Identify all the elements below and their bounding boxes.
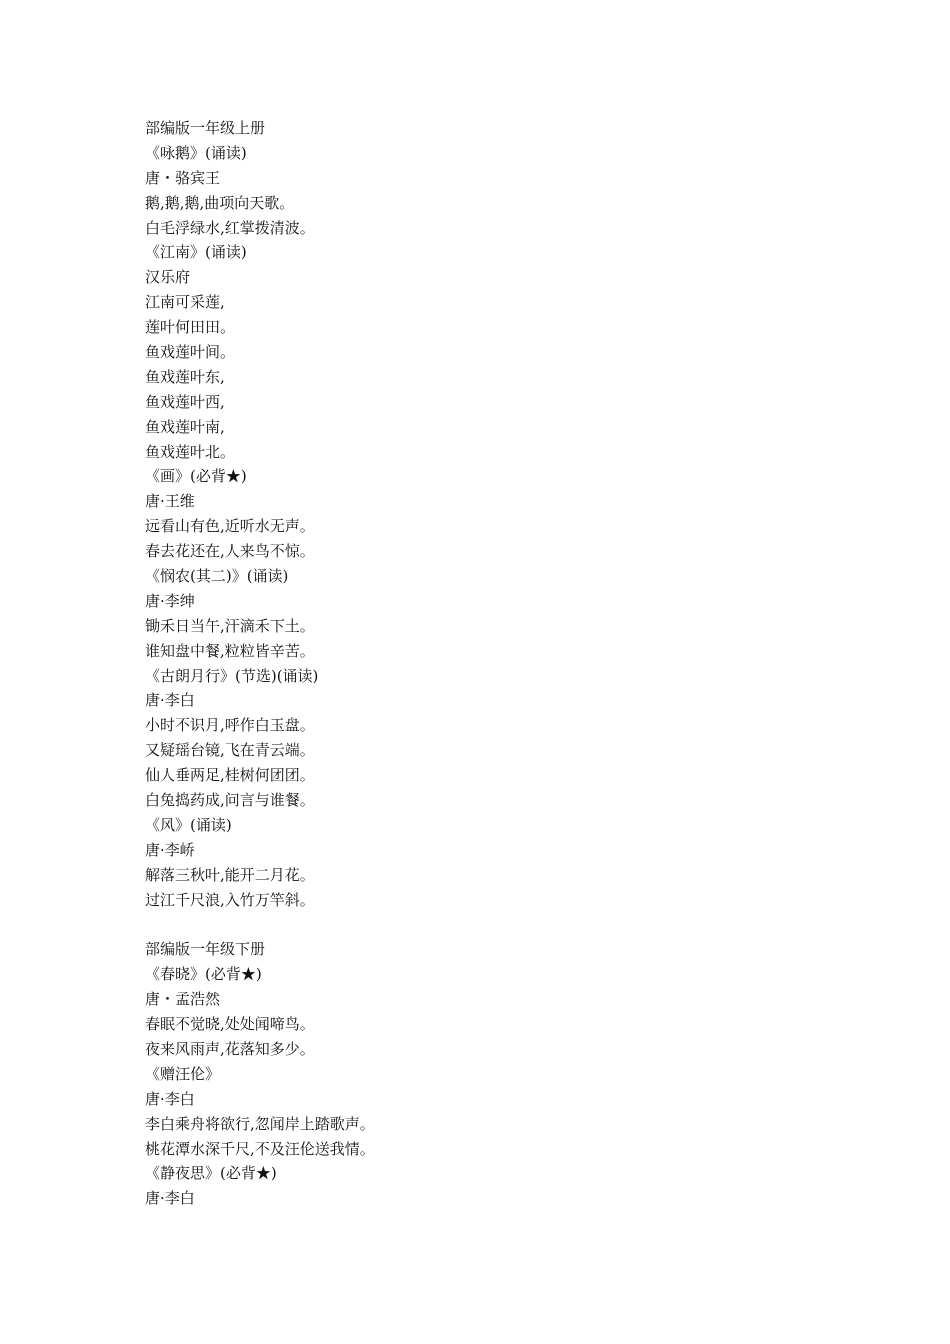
poem-line: 莲叶何田田。 (145, 318, 236, 337)
poem-line: 夜来风雨声,花落知多少。 (145, 1039, 315, 1058)
section-spacer (145, 913, 845, 938)
poem-line: 过江千尺浪,入竹万竿斜。 (145, 890, 315, 909)
poem-title: 《江南》(诵读) (145, 243, 247, 262)
poem-author: 唐·李峤 (145, 840, 195, 859)
poem-line: 李白乘舟将欲行,忽闻岸上踏歌声。 (145, 1114, 375, 1133)
poem-author: 唐·李白 (145, 1089, 195, 1108)
poem-title: 《风》(诵读) (145, 815, 232, 834)
poem-line: 桃花潭水深千尺,不及汪伦送我情。 (145, 1139, 375, 1158)
poem-title: 《咏鹅》(诵读) (145, 143, 247, 162)
poem-line: 春去花还在,人来鸟不惊。 (145, 542, 315, 561)
poem-title: 《静夜思》(必背★) (145, 1164, 277, 1183)
section-heading: 部编版一年级下册 (145, 940, 266, 959)
poem-line: 仙人垂两足,桂树何团团。 (145, 766, 315, 785)
document-body (145, 116, 845, 1211)
poem-line: 鱼戏莲叶间。 (145, 343, 236, 362)
poem-title: 《悯农(其二)》(诵读) (145, 567, 289, 586)
poem-line: 春眠不觉晓,处处闻啼鸟。 (145, 1015, 315, 1034)
poem-author: 唐·王维 (145, 492, 195, 511)
poem-line: 鱼戏莲叶东, (145, 367, 225, 386)
section-heading: 部编版一年级上册 (145, 119, 266, 137)
poem-title: 《赠汪伦》 (145, 1064, 221, 1083)
poem-author: 唐·李绅 (145, 591, 195, 610)
poem-author: 汉乐府 (145, 268, 191, 287)
poem-author: 唐・孟浩然 (145, 990, 221, 1009)
poem-line: 又疑瑶台镜,飞在青云端。 (145, 741, 315, 760)
poem-line: 解落三秋叶,能开二月花。 (145, 865, 315, 884)
poem-line: 谁知盘中餐,粒粒皆辛苦。 (145, 641, 315, 660)
poem-line: 白兔捣药成,问言与谁餐。 (145, 791, 315, 810)
poem-line: 小时不识月,呼作白玉盘。 (145, 716, 315, 735)
poem-title: 《画》(必背★) (145, 467, 247, 486)
poem-line: 鱼戏莲叶西, (145, 392, 225, 411)
poem-author: 唐・骆宾王 (145, 168, 221, 187)
poem-line: 鹅,鹅,鹅,曲项向天歌。 (145, 193, 295, 212)
poem-title: 《春晓》(必背★) (145, 965, 262, 984)
poem-author: 唐·李白 (145, 691, 195, 710)
poem-line: 鱼戏莲叶北。 (145, 442, 236, 461)
poem-line: 白毛浮绿水,红掌拨清波。 (145, 218, 315, 237)
poem-line: 远看山有色,近听水无声。 (145, 517, 315, 536)
poem-line: 江南可采莲, (145, 293, 225, 312)
poem-author: 唐·李白 (145, 1189, 195, 1208)
poem-line: 鱼戏莲叶南, (145, 417, 225, 436)
poem-title: 《古朗月行》(节选)(诵读) (145, 666, 319, 685)
poem-line: 锄禾日当午,汗滴禾下土。 (145, 616, 315, 635)
